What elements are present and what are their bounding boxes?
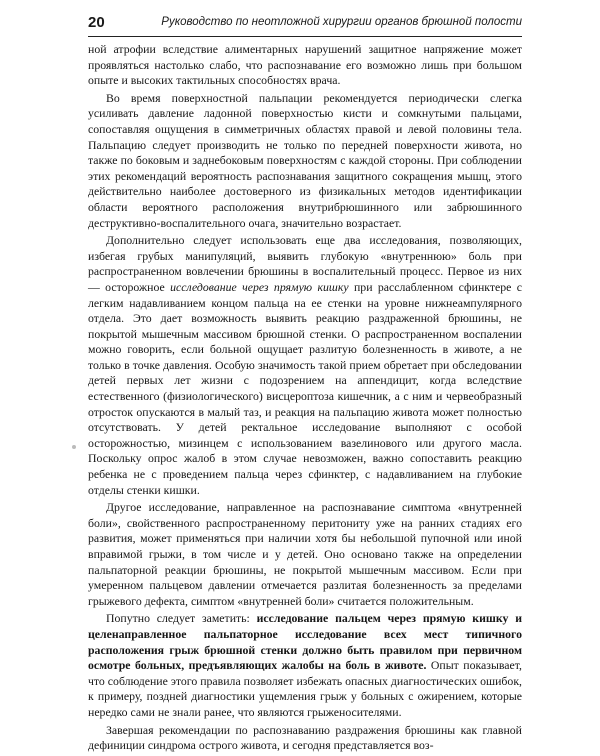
body-text — [88, 42, 522, 756]
paragraph-text: Опыт показывает, что соблюдение этого правила позволяет избежать опасных диагностических ошибок, к примеру, поздней диагностики ущемления грыж у больных с ожирением, которые нередко сами не знали ранее, что являются грыженосителями. — [88, 658, 522, 719]
paragraph-text: Дополнительно следует использовать еще два исследования, позволяющих, избегая грубых манипуляций, выявить глубокую «внутреннюю» боль при распространенном вовлечении брюшины в воспалительный процесс. Первое из них — осторожное — [88, 233, 522, 294]
paragraph — [88, 611, 522, 720]
italic-term: исследование через прямую кишку — [170, 279, 349, 294]
header-rule — [88, 36, 522, 37]
paragraph — [88, 233, 522, 498]
margin-speck — [72, 445, 76, 449]
page-number: 20 — [88, 14, 105, 31]
bold-rule-text: исследование пальцем через прямую кишку и целенаправленное пальпаторное исследование всех мест типичного расположения грыж брюшной стенки должно быть правилом при первичном осмотре больных, предъявляющих жалобы на боль в животе. — [88, 611, 522, 673]
page-header — [88, 14, 522, 36]
paragraph: ной атрофии вследствие алиментарных нарушений защитное напряжение может проявляться настолько слабо, что распознавание его возможно лишь при большом опыте и высоких тактильных способностях врача. — [88, 42, 522, 88]
paragraph-text: при расслабленном сфинктере с легким надавливанием концом пальца на ее стенки на уровне нижнеампулярного отдела. Это дает возможность выявить реакцию раздраженной брюшины, не покрытой мышечным массивом брюшной стенки. О распространенном воспалении можно говорить, если больной ощущает разлитую болезненность в животе, а не только в точке давления. Особую значимость такой прием обретает при обследовании детей первых лет жизни с подозрением на аппендицит, когда вследствие естественного (физиологического) висцероптоза кишечник, а с ним и червеобразный отросток опускаются в малый таз, и реакция на пальпацию живота может полностью отсутствовать. У детей ректальное исследование выполняют с особой осторожностью, мизинцем с использованием вазелинового или другого масла. Поскольку опрос жалоб в этом случае невозможен, важно сопоставить реакцию ребенка не с проведением пальца через сфинктер, с надавливанием на глубокие отделы стенки кишки. — [88, 279, 522, 497]
paragraph: Завершая рекомендации по распознаванию раздражения брюшины как главной дефиниции синдрома острого живота, и сегодня представляется воз- — [88, 722, 522, 753]
paragraph: Во время поверхностной пальпации рекомендуется периодически слегка усиливать давление ладонной поверхностью кисти и сомкнутыми пальцами, сопоставляя ощущения в симметричных областях правой и левой половины тела. Пальпацию следует производить не только по передней поверхности живота, но также по боковым и заднебоковым поверхностям с каждой стороны. При соблюдении этих рекомендаций вероятность распознавания защитного сокращения мышц, этого действительно наиболее достоверного из физикальных методов идентификации области вероятного расположения внутрибрюшинного или забрюшинного деструктивно-воспалительного очага, значительно возрастает. — [88, 90, 522, 230]
running-title: Руководство по неотложной хирургии органов брюшной полости — [161, 16, 522, 28]
paragraph: Другое исследование, направленное на распознавание симптома «внутренней боли», свойственного распространенному перитониту уже на ранних стадиях его развития, может применяться при наличии хотя бы небольшой пупочной или иной вправимой грыжи, в том числе и у детей. Оно основано также на определении пальпаторной реакции брюшины, не покрытой мышечным массивом. Если при умеренном пальцевом давлении отмечается разлитая болезненность за пределами грыжевого дефекта, симптом «внутренней боли» считается положительным. — [88, 500, 522, 608]
paragraph-text: Попутно следует заметить: — [106, 611, 257, 626]
